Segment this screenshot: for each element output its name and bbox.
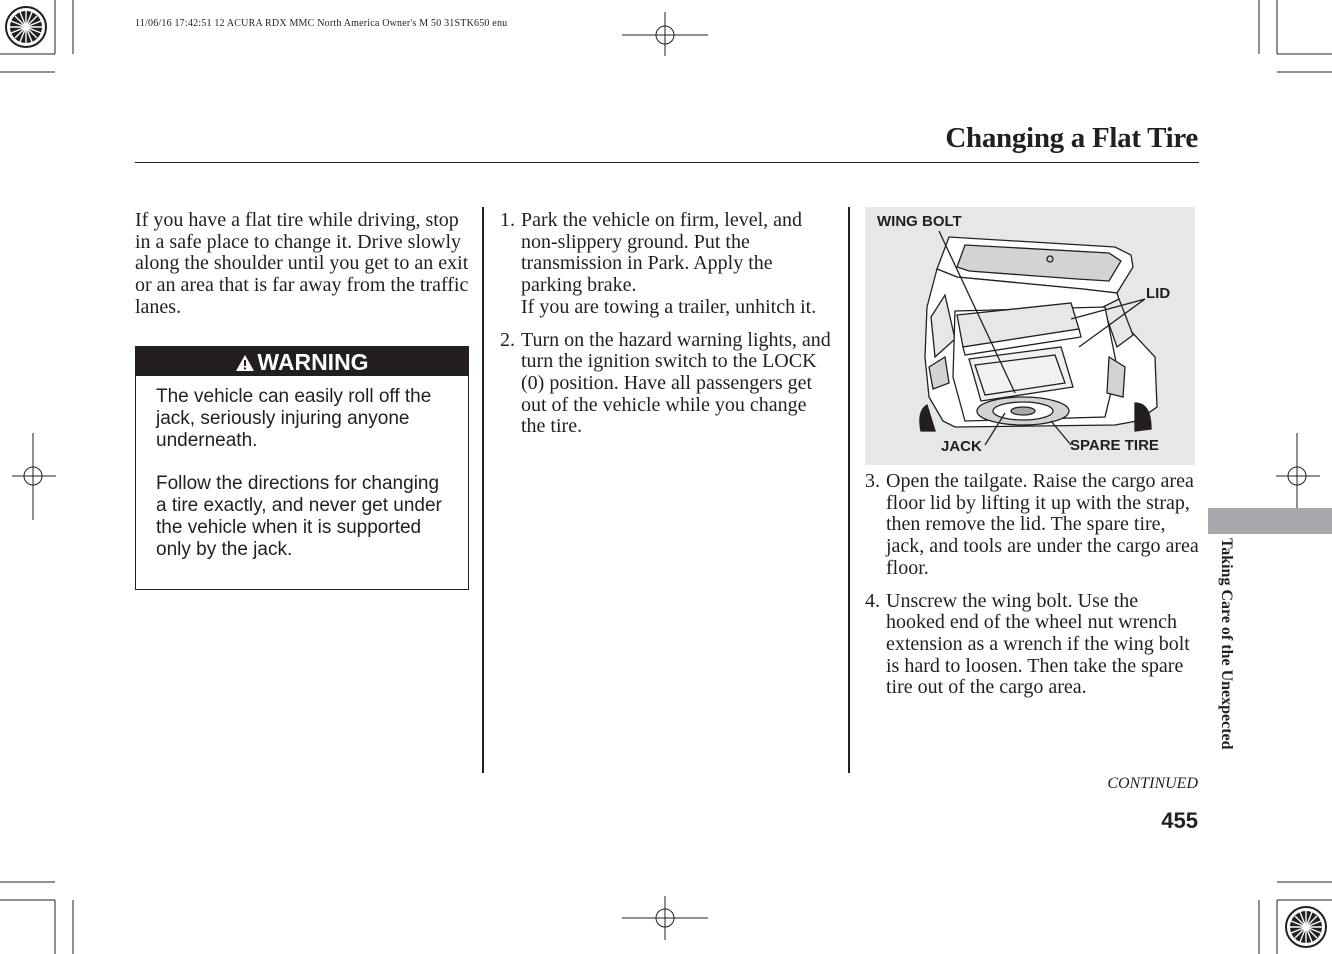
step-text: Park the vehicle on firm, level, and non-slippery ground. Put the transmission in Park. Apply the parking brake. <box>521 209 803 297</box>
cargo-area-illustration <box>865 207 1195 465</box>
callout-wing-bolt: WING BOLT <box>877 213 962 230</box>
page-title: Changing a Flat Tire <box>945 122 1198 154</box>
section-tab-label <box>1211 538 1235 798</box>
warning-heading: WARNING <box>257 349 369 375</box>
page-number: 455 <box>1161 808 1198 833</box>
section-tab-text: Taking Care of the Unexpected <box>1218 538 1235 750</box>
warning-header <box>136 347 468 376</box>
warning-triangle-icon <box>235 354 255 372</box>
callout-lid: LID <box>1146 285 1171 302</box>
step-text: Unscrew the wing bolt. Use the hooked end of the wheel nut wrench extension as a wrench if the wing bolt is hard to loosen. Then take the spare tire out of the cargo area. <box>886 589 1190 699</box>
section-tab-marker <box>1208 508 1332 534</box>
step-3 <box>865 471 1200 580</box>
step-subtext: If you are towing a trailer, unhitch it. <box>521 295 817 318</box>
callout-spare-tire: SPARE TIRE <box>1070 437 1159 454</box>
column-divider-1 <box>482 207 484 773</box>
vehicle-rear-drawing <box>865 207 1195 465</box>
print-info: 11/06/16 17:42:51 12 ACURA RDX MMC North America Owner's M 50 31STK650 enu <box>135 18 508 29</box>
step-4 <box>865 591 1200 700</box>
step-text: Turn on the hazard warning lights, and turn the ignition switch to the LOCK (0) position. Have all passengers get out of the vehicle while you change the tire. <box>521 328 831 438</box>
continued-note: CONTINUED <box>1107 775 1198 792</box>
warning-box <box>135 346 469 590</box>
title-divider <box>135 162 1199 163</box>
step-text: Open the tailgate. Raise the cargo area floor lid by lifting it up with the strap, then remove the lid. The spare tire, jack, and tools are under the cargo area floor. <box>886 470 1199 579</box>
warning-text-2: Follow the directions for changing a tire exactly, and never get under the vehicle when it is supported only by the jack. <box>156 473 442 560</box>
step-1 <box>500 210 835 319</box>
callout-jack: JACK <box>941 438 982 455</box>
step-number: 3. <box>865 470 880 492</box>
intro-paragraph: If you have a flat tire while driving, stop in a safe place to change it. Drive slowly along the shoulder until you get to an exit or an area that is far away from the traffic lanes. <box>135 209 469 318</box>
warning-text-1: The vehicle can easily roll off the jack, seriously injuring anyone underneath. <box>156 386 432 451</box>
column-divider-2 <box>848 207 850 773</box>
steps-list-left <box>500 210 835 449</box>
step-number: 4. <box>865 589 880 612</box>
steps-list-right <box>865 471 1200 710</box>
step-2 <box>500 330 835 439</box>
step-number: 2. <box>500 328 515 351</box>
step-number: 1. <box>500 209 515 231</box>
